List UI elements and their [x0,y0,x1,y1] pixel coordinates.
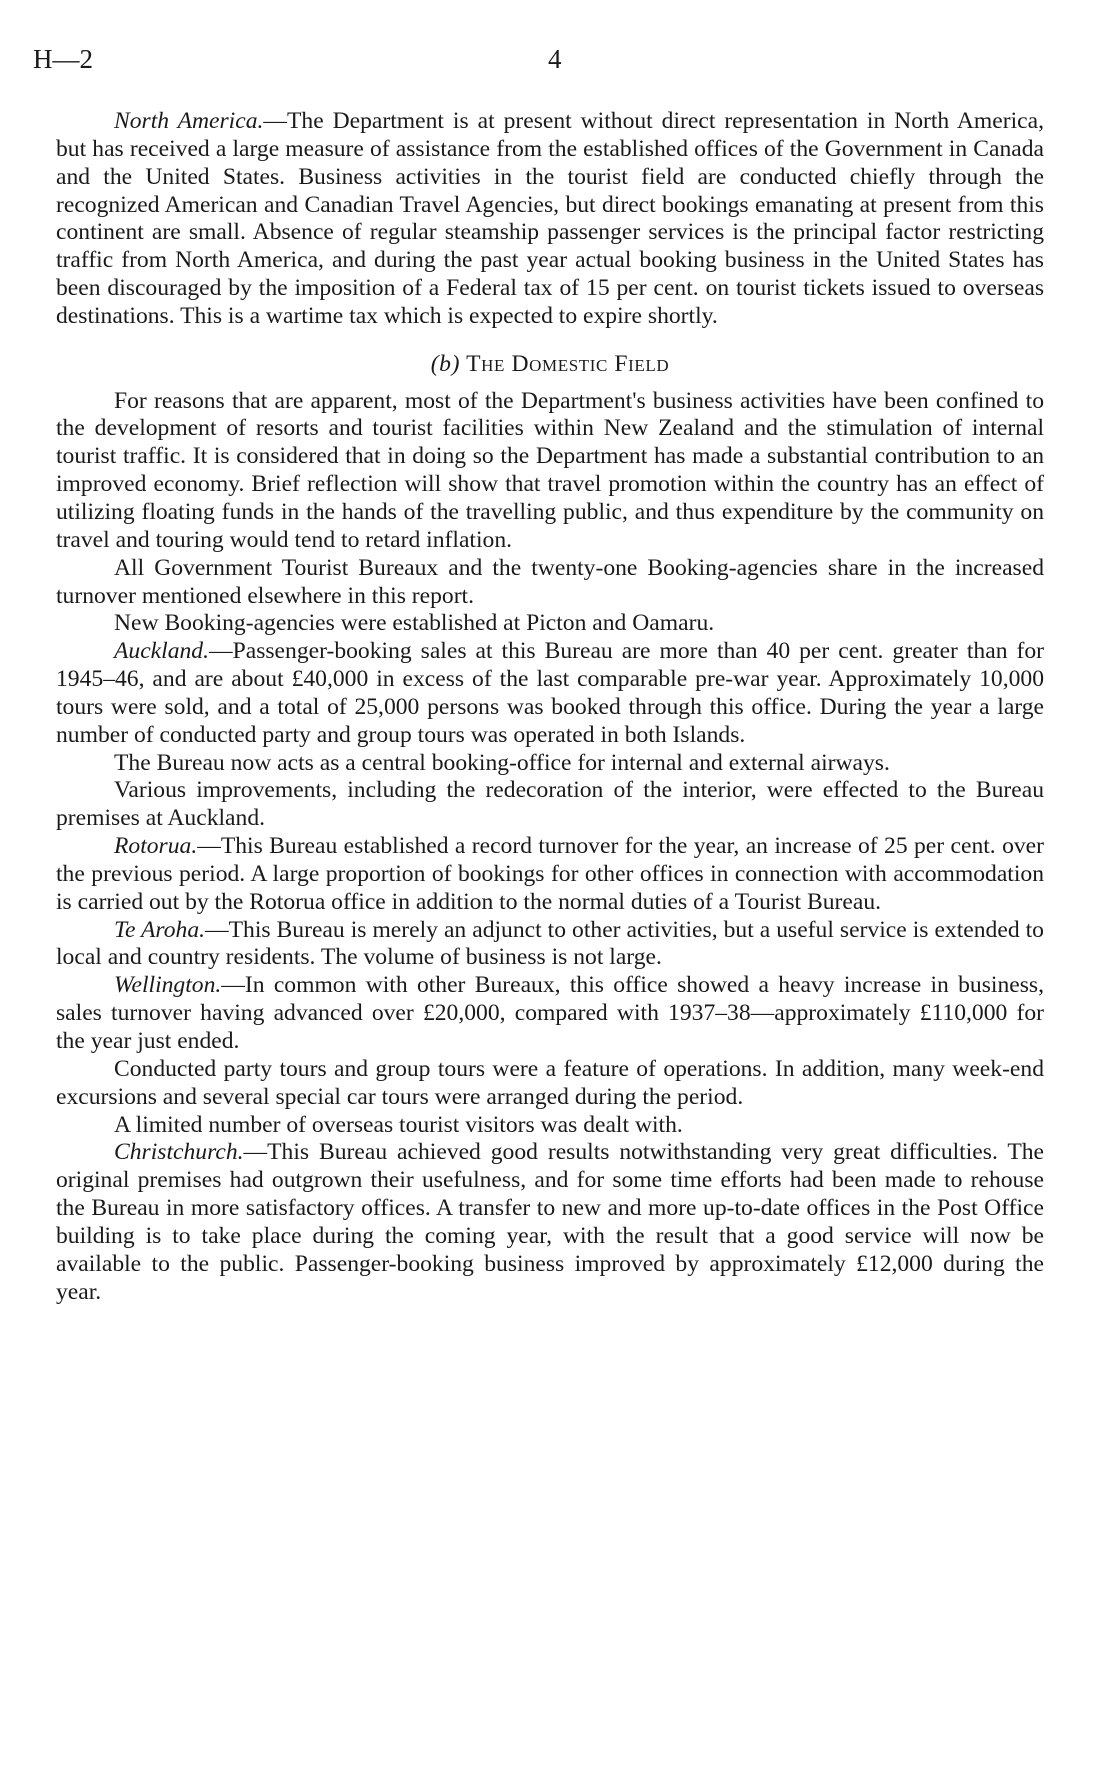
paragraph-bureaux-share: All Government Tourist Bureaux and the twenty-one Booking-agencies share in the increased turnover mentioned elsewhere in this report. [56,554,1044,609]
paragraph-text: —The Department is at present without direct representation in North America, but has received a large measure of assistance from the established offices of the Government in Canada and the United States. Business activities in the tourist field are conducted chiefly through the recognized American and Canadian Travel Agencies, but direct bookings emanating at present from this continent are small. Absence of regular steamship passenger services is the principal factor restricting traffic from North America, and during the past year actual booking business in the United States has been discouraged by the imposition of a Federal tax of 15 per cent. on tourist tickets issued to overseas destinations. This is a wartime tax which is expected to expire shortly. [56,108,1044,329]
paragraph-text: —This Bureau is merely an adjunct to other activities, but a useful service is extended to local and country residents. The volume of business is not large. [56,916,1044,971]
paragraph-text: —Passenger-booking sales at this Bureau are more than 40 per cent. greater than for 1945–46, and are about £40,000 in excess of the last comparable pre-war year. Approximately 10,000 tours were sold, and a total of 25,000 persons was booked through this office. During the year a large number of conducted party and group tours was operated in both Islands. [56,638,1044,748]
place-heading-rotorua: Rotorua. [114,833,198,860]
section-title: The Domestic Field [466,350,670,377]
section-heading-domestic-field [56,351,1044,379]
page-number: 4 [548,44,562,74]
document-body [56,108,1044,1306]
paragraph-wellington-tours: Conducted party tours and group tours were a feature of operations. In addition, many week-end excursions and several special car tours were arranged during the period. [56,1055,1044,1110]
place-heading-te-aroha: Te Aroha. [114,916,206,943]
place-heading-wellington: Wellington. [114,972,222,999]
section-marker: (b) [430,350,461,377]
paragraph-auckland-airways: The Bureau now acts as a central booking-office for internal and external airways. [114,749,890,776]
paragraph-auckland-improvements: Various improvements, including the redecoration of the interior, were effected to the Bureau premises at Auckland. [56,777,1044,832]
place-heading-north-america: North America. [114,108,264,134]
paragraph-north-america [56,108,1044,331]
paragraph-te-aroha [56,917,1044,973]
paragraph-wellington-overseas: A limited number of overseas tourist visitors was dealt with. [114,1111,683,1138]
place-heading-christchurch: Christchurch. [114,1139,244,1166]
paragraph-wellington [56,972,1044,1056]
paragraph-rotorua [56,833,1044,917]
place-heading-auckland: Auckland. [114,638,209,665]
paragraph-text: —In common with other Bureaux, this office showed a heavy increase in business, sales turnover having advanced over £20,000, compared with 1937–38—approximately £110,000 for the year just ended. [56,972,1044,1054]
paragraph-text: —This Bureau established a record turnover for the year, an increase of 25 per cent. over the previous period. A large proportion of bookings for other offices in connection with accommodation is carried out by the Rotorua office in addition to the normal duties of a Tourist Bureau. [56,833,1044,915]
paragraph-text: —This Bureau achieved good results notwithstanding very great difficulties. The original premises had outgrown their usefulness, and for some time efforts had been made to rehouse the Bureau in more satisfactory offices. A transfer to new and more up-to-date offices in the Post Office building is to take place during the coming year, with the result that a good service will now be available to the public. Passenger-booking business improved by approximately £12,000 during the year. [56,1139,1044,1305]
page-header [33,44,1063,84]
paragraph-new-agencies: New Booking-agencies were established at Picton and Oamaru. [114,610,715,637]
paragraph-christchurch [56,1139,1044,1306]
document-code: H—2 [33,44,93,74]
paragraph-auckland [56,638,1044,749]
paragraph-domestic-intro: For reasons that are apparent, most of the Department's business activities have been confined to the development of resorts and tourist facilities within New Zealand and the stimulation of internal tourist traffic. It is considered that in doing so the Department has made a substantial contribution to an improved economy. Brief reflection will show that travel promotion within the country has an effect of utilizing floating funds in the hands of the travelling public, and thus expenditure by the community on travel and touring would tend to retard inflation. [56,387,1044,553]
